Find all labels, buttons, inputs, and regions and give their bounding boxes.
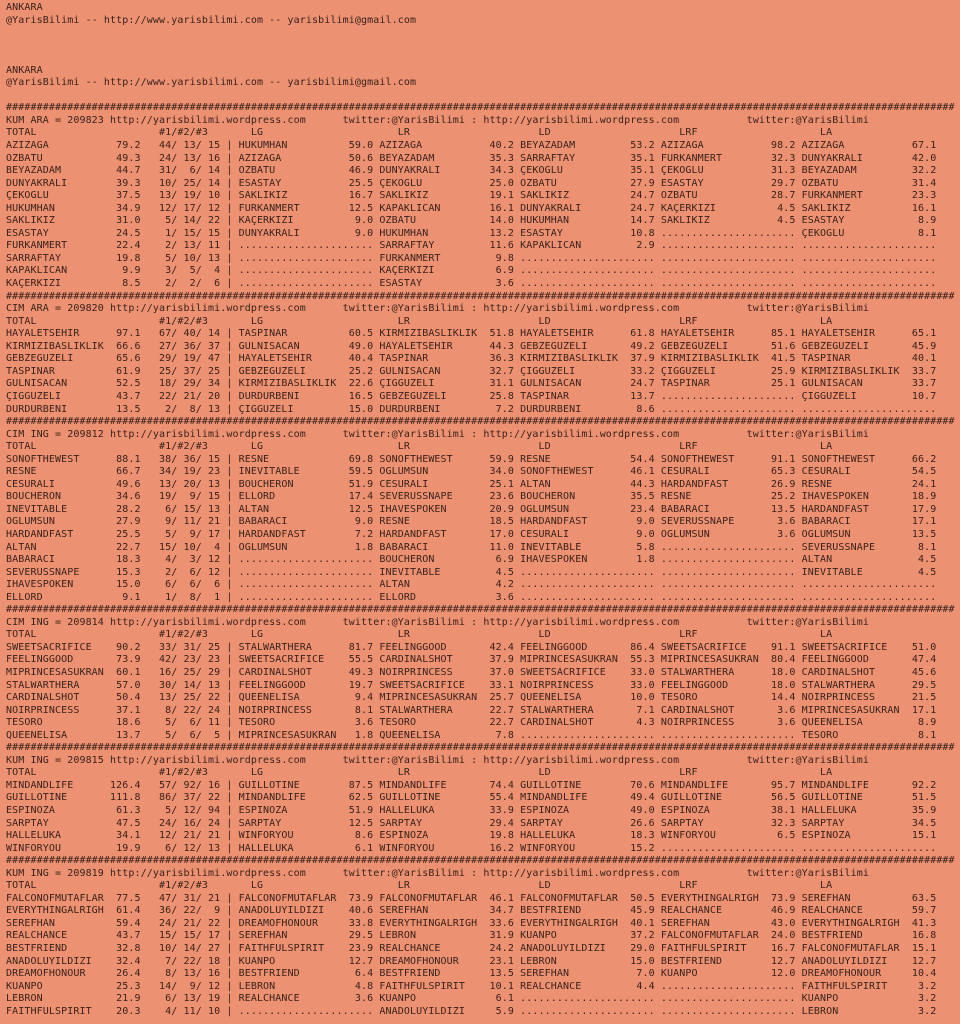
data-row: ALTAN 22.7 15/ 10/ 4 | OGLUMSUN 1.8 BABARACI 11.0 INEVITABLE 5.8 ...................... SEVERUSSNAPE 8.1 — [6, 541, 937, 553]
contact-line: @YarisBilimi -- http://www.yarisbilimi.com -- yarisbilimi@gmail.com — [6, 14, 417, 26]
blank-line — [6, 27, 960, 40]
column-header: TOTAL #1/#2/#3 LG LR LD LRF LA — [6, 441, 833, 453]
data-row: ÇEKOGLU 37.5 13/ 19/ 10 | SAKLIKIZ 16.7 SAKLIKIZ 19.1 SAKLIKIZ 24.7 ÖZBATU 28.7 FURKANMERT 23.3 — [6, 190, 937, 202]
data-row: SARPTAY 47.5 24/ 16/ 24 | SARPTAY 12.5 SARPTAY 29.4 SARPTAY 26.6 SARPTAY 32.3 SARPTAY 34.5 — [6, 817, 937, 829]
data-row: BOUCHERON 34.6 19/ 9/ 15 | ELLORD 17.4 SEVERUSSNAPE 23.6 BOUCHERON 35.5 RESNE 25.2 IHAVESPOKEN 18.9 — [6, 491, 937, 503]
data-row: OGLUMSUN 27.9 9/ 11/ 21 | BABARACI 9.0 RESNE 18.5 HARDANDFAST 9.0 SEVERUSSNAPE 3.6 BABARACI 17.1 — [6, 516, 937, 528]
data-row: CESURALI 49.6 13/ 20/ 13 | BOUCHERON 51.9 CESURALI 25.1 ALTAN 44.3 HARDANDFAST 26.9 RESNE 24.1 — [6, 478, 937, 490]
data-row: SARRAFTAY 19.8 5/ 10/ 13 | ...................... FURKANMERT 9.8 ...................... ...................... ...................... — [6, 252, 937, 264]
data-row: DÜNYAKRALI 39.3 10/ 25/ 14 | ESASTAY 25.5 ÇEKOGLU 25.0 ÖZBATU 27.9 ESASTAY 29.7 ÖZBATU 31.4 — [6, 177, 937, 189]
data-row: SONOFTHEWEST 88.1 38/ 36/ 15 | RESNE 69.8 SONOFTHEWEST 59.9 RESNE 54.4 SONOFTHEWEST 91.1 SONOFTHEWEST 66.2 — [6, 453, 937, 465]
data-row: ÇIGGÜZELI 43.7 22/ 21/ 20 | DURDURBENI 16.5 GEBZEGÜZELI 25.8 TASPINAR 13.7 ...................... ÇIGGÜZELI 10.7 — [6, 390, 937, 402]
section-header: CIM ING = 209814 http://yarisbilimi.wordpress.com twitter:@YarisBilimi : http://yarisbilimi.wordpress.com twitter:@YarisBilimi — [6, 616, 869, 628]
data-row: HÜKÜMHAN 34.9 12/ 17/ 12 | FURKANMERT 12.5 KAPAKLICAN 16.1 DÜNYAKRALI 24.7 KAÇERKIZI 4.5 SAKLIKIZ 16.1 — [6, 202, 937, 214]
data-row: SEVERUSSNAPE 15.3 2/ 6/ 12 | ...................... INEVITABLE 4.5 ...................... ...................... INEVITABLE 4.5 — [6, 566, 937, 578]
blank-line — [6, 90, 960, 103]
sections-container — [6, 102, 960, 1018]
data-row: SEREFHAN 59.4 24/ 21/ 22 | DREAMOFHONOUR 33.8 EVERYTHINGALRIGH 33.6 EVERYTHINGALRIGH 40.1 SEREFHAN 43.0 EVERYTHINGALRIGH 41.3 — [6, 917, 937, 929]
data-row: DURDURBENI 13.5 2/ 8/ 13 | ÇIGGÜZELI 15.0 DURDURBENI 7.2 DURDURBENI 8.6 ...................... ...................... — [6, 403, 937, 415]
data-row: WINFORYOU 19.9 6/ 12/ 13 | HALLELUKA 6.1 WINFORYOU 16.2 WINFORYOU 15.2 ...................... ...................... — [6, 842, 937, 854]
data-row: LEBRON 21.9 6/ 13/ 19 | REALCHANCE 3.6 KUANPO 6.1 ...................... ...................... KUANPO 3.2 — [6, 993, 937, 1005]
column-header: TOTAL #1/#2/#3 LG LR LD LRF LA — [6, 315, 833, 327]
data-row: HALLELUKA 34.1 12/ 21/ 21 | WINFORYOU 8.6 ESPINOZA 19.8 HALLELUKA 18.3 WINFORYOU 6.5 ESPINOZA 15.1 — [6, 830, 937, 842]
data-row: HARDANDFAST 25.5 5/ 9/ 17 | HARDANDFAST 7.2 HARDANDFAST 17.0 CESURALI 9.0 OGLUMSUN 3.6 OGLUMSUN 13.5 — [6, 528, 937, 540]
data-row: STALWARTHERA 57.0 30/ 14/ 13 | FEELINGGOOD 19.7 SWEETSACRIFICE 33.1 NOIRPRINCESS 33.0 FEELINGGOOD 18.0 STALWARTHERA 29.5 — [6, 679, 937, 691]
separator-line: ########################################################################################################################################################### — [6, 855, 955, 867]
data-row: HAYALETSEHIR 97.1 67/ 40/ 14 | TASPINAR 60.5 KIRMIZIBASLIKLIK 51.8 HAYALETSEHIR 61.8 HAYALETSEHIR 85.1 HAYALETSEHIR 65.1 — [6, 328, 937, 340]
data-row: FEELINGGOOD 73.9 42/ 23/ 23 | SWEETSACRIFICE 55.5 CARDINALSHOT 37.9 MIPRINCESASÜKRAN 55.3 MIPRINCESASÜKRAN 80.4 FEELINGGOOD 47.4 — [6, 654, 937, 666]
separator-line: ########################################################################################################################################################### — [6, 102, 955, 114]
data-row: IHAVESPOKEN 15.0 6/ 6/ 6 | ...................... ALTAN 4.2 ...................... ...................... ...................... — [6, 579, 937, 591]
section-header: CIM ING = 209812 http://yarisbilimi.wordpress.com twitter:@YarisBilimi : http://yarisbilimi.wordpress.com twitter:@YarisBilimi — [6, 428, 869, 440]
data-row: ESPINOZA 61.3 5/ 12/ 94 | ESPINOZA 51.9 HALLELUKA 33.9 ESPINOZA 49.0 ESPINOZA 38.1 HALLELUKA 35.9 — [6, 805, 937, 816]
data-row: INEVITABLE 28.2 6/ 15/ 13 | ALTAN 12.5 IHAVESPOKEN 20.9 OGLUMSUN 23.4 BABARACI 13.5 HARDANDFAST 17.9 — [6, 503, 937, 515]
data-row: KUANPO 25.3 14/ 9/ 12 | LEBRON 4.8 FAITHFULSPIRIT 10.1 REALCHANCE 4.4 ...................... FAITHFULSPIRIT 3.2 — [6, 980, 937, 992]
column-header: TOTAL #1/#2/#3 LG LR LD LRF LA — [6, 127, 833, 139]
data-row: ESASTAY 24.5 1/ 15/ 15 | DÜNYAKRALI 9.0 HÜKÜMHAN 13.2 ESASTAY 10.8 ...................... ÇEKOGLU 8.1 — [6, 227, 937, 239]
data-row: TASPINAR 61.9 25/ 37/ 25 | GEBZEGÜZELI 25.2 GÜLNISACAN 32.7 ÇIGGÜZELI 33.2 ÇIGGÜZELI 25.9 KIRMIZIBASLIKLIK 33.7 — [6, 365, 937, 377]
section-header: KUM ARA = 209823 http://yarisbilimi.wordpress.com twitter:@YarisBilimi : http://yarisbilimi.wordpress.com twitter:@YarisBilimi — [6, 114, 869, 126]
data-row: DREAMOFHONOUR 26.4 8/ 13/ 16 | BESTFRIEND 6.4 BESTFRIEND 13.5 SEREFHAN 7.0 KUANPO 12.0 DREAMOFHONOUR 10.4 — [6, 968, 937, 980]
data-row: BABARACI 18.3 4/ 3/ 12 | ...................... BOUCHERON 6.9 IHAVESPOKEN 1.8 ...................... ALTAN 4.5 — [6, 554, 937, 566]
data-row: AZIZAGA 79.2 44/ 13/ 15 | HÜKÜMHAN 59.0 AZIZAGA 40.2 BEYAZADAM 53.2 AZIZAGA 98.2 AZIZAGA 67.1 — [6, 140, 937, 152]
data-row: KAÇERKIZI 8.5 2/ 2/ 6 | ...................... ESASTAY 3.6 ...................... ...................... ...................... — [6, 278, 937, 290]
separator-line: ########################################################################################################################################################### — [6, 604, 955, 616]
data-row: TESORO 18.6 5/ 6/ 11 | TESORO 3.6 TESORO 22.7 CARDINALSHOT 4.3 NOIRPRINCESS 3.6 QUEENELISA 8.9 — [6, 717, 937, 729]
data-row: BEYAZADAM 44.7 31/ 6/ 14 | ÖZBATU 46.9 DÜNYAKRALI 34.3 ÇEKOGLU 35.1 ÇEKOGLU 31.3 BEYAZADAM 32.2 — [6, 165, 937, 177]
blank-line — [6, 40, 960, 53]
contact-line: @YarisBilimi -- http://www.yarisbilimi.com -- yarisbilimi@gmail.com — [6, 77, 417, 89]
data-row: RESNE 66.7 34/ 19/ 23 | INEVITABLE 59.5 OGLUMSUN 34.0 SONOFTHEWEST 46.1 CESURALI 65.3 CESURALI 54.5 — [6, 466, 937, 478]
separator-line: ########################################################################################################################################################### — [6, 290, 955, 302]
data-row: QUEENELISA 13.7 5/ 6/ 5 | MIPRINCESASÜKRAN 1.8 QUEENELISA 7.8 ...................... ...................... TESORO 8.1 — [6, 729, 937, 741]
section-header: KUM ING = 209815 http://yarisbilimi.wordpress.com twitter:@YarisBilimi : http://yarisbilimi.wordpress.com twitter:@YarisBilimi — [6, 754, 869, 766]
column-header: TOTAL #1/#2/#3 LG LR LD LRF LA — [6, 880, 833, 892]
data-row: EVERYTHINGALRIGH 61.4 36/ 22/ 9 | ANADOLUYILDIZI 40.6 SEREFHAN 34.7 BESTFRIEND 45.9 REALCHANCE 46.9 REALCHANCE 59.7 — [6, 905, 937, 917]
separator-line: ########################################################################################################################################################### — [6, 742, 955, 754]
data-row: ÖZBATU 49.3 24/ 13/ 16 | AZIZAGA 50.6 BEYAZADAM 35.3 SARRAFTAY 35.1 FURKANMERT 32.3 DÜNYAKRALI 42.0 — [6, 152, 937, 164]
section-header: CIM ARA = 209820 http://yarisbilimi.wordpress.com twitter:@YarisBilimi : http://yarisbilimi.wordpress.com twitter:@YarisBilimi — [6, 303, 869, 315]
data-row: GUILLOTINE 111.8 86/ 37/ 22 | MINDANDLIFE 62.5 GUILLOTINE 55.4 MINDANDLIFE 49.4 GUILLOTINE 56.5 GUILLOTINE 51.5 — [6, 792, 937, 804]
data-row: GEBZEGÜZELI 65.6 29/ 19/ 47 | HAYALETSEHIR 40.4 TASPINAR 36.3 KIRMIZIBASLIKLIK 37.9 KIRMIZIBASLIKLIK 41.5 TASPINAR 40.1 — [6, 353, 937, 365]
separator-line: ########################################################################################################################################################### — [6, 416, 955, 428]
data-row: SAKLIKIZ 31.0 5/ 14/ 22 | KAÇERKIZI 9.0 ÖZBATU 14.0 HÜKÜMHAN 14.7 SAKLIKIZ 4.5 ESASTAY 8.9 — [6, 215, 937, 227]
data-row: KAPAKLICAN 9.9 3/ 5/ 4 | ...................... KAÇERKIZI 6.9 ...................... ...................... ...................... — [6, 265, 937, 277]
section-header: KUM ING = 209819 http://yarisbilimi.wordpress.com twitter:@YarisBilimi : http://yarisbilimi.wordpress.com twitter:@YarisBilimi — [6, 867, 869, 879]
column-header: TOTAL #1/#2/#3 LG LR LD LRF LA — [6, 767, 833, 779]
blank-line — [6, 52, 960, 65]
data-row: SWEETSACRIFICE 90.2 33/ 31/ 25 | STALWARTHERA 81.7 FEELINGGOOD 42.4 FEELINGGOOD 86.4 SWEETSACRIFICE 91.1 SWEETSACRIFICE 51.0 — [6, 641, 937, 653]
column-header: TOTAL #1/#2/#3 LG LR LD LRF LA — [6, 629, 833, 641]
data-row: MIPRINCESASÜKRAN 60.1 16/ 25/ 29 | CARDINALSHOT 49.3 NOIRPRINCESS 37.0 SWEETSACRIFICE 33.0 STALWARTHERA 18.0 CARDINALSHOT 45.6 — [6, 666, 937, 678]
data-row: FAITHFULSPIRIT 20.3 4/ 11/ 10 | ...................... ANADOLUYILDIZI 5.9 ...................... ...................... LEBRON 3.2 — [6, 1005, 937, 1017]
data-row: FURKANMERT 22.4 2/ 13/ 11 | ...................... SARRAFTAY 11.6 KAPAKLICAN 2.9 ...................... ...................... — [6, 240, 937, 252]
data-row: ELLORD 9.1 1/ 8/ 1 | ...................... ELLORD 3.6 ...................... ...................... ...................... — [6, 591, 937, 603]
report-location: ANKARA — [6, 64, 43, 76]
data-row: REALCHANCE 43.7 15/ 15/ 17 | SEREFHAN 29.5 LEBRON 31.9 KUANPO 37.2 FALCONOFMUTAFLAR 24.0 BESTFRIEND 16.8 — [6, 930, 937, 942]
data-row: MINDANDLIFE 126.4 57/ 92/ 16 | GUILLOTINE 87.5 MINDANDLIFE 74.4 GUILLOTINE 70.6 MINDANDLIFE 95.7 MINDANDLIFE 92.2 — [6, 779, 937, 791]
data-row: FALCONOFMUTAFLAR 77.5 47/ 31/ 21 | FALCONOFMUTAFLAR 73.9 FALCONOFMUTAFLAR 46.1 FALCONOFMUTAFLAR 50.5 EVERYTHINGALRIGH 73.9 SEREFHAN 63.5 — [6, 892, 937, 904]
data-row: BESTFRIEND 32.8 10/ 14/ 27 | FAITHFULSPIRIT 23.9 REALCHANCE 24.2 ANADOLUYILDIZI 29.0 FAITHFULSPIRIT 16.7 FALCONOFMUTAFLAR 15.1 — [6, 943, 937, 955]
report-location: ANKARA — [6, 2, 43, 13]
data-row: CARDINALSHOT 50.4 13/ 25/ 22 | QUEENELISA 9.4 MIPRINCESASÜKRAN 25.7 QUEENELISA 10.0 TESORO 14.4 NOIRPRINCESS 21.5 — [6, 692, 937, 704]
data-row: ANADOLUYILDIZI 32.4 7/ 22/ 18 | KUANPO 12.7 DREAMOFHONOUR 23.1 LEBRON 15.0 BESTFRIEND 12.7 ANADOLUYILDIZI 12.7 — [6, 955, 937, 967]
data-row: NOIRPRINCESS 37.1 8/ 22/ 24 | NOIRPRINCESS 8.1 STALWARTHERA 22.7 STALWARTHERA 7.1 CARDINALSHOT 3.6 MIPRINCESASÜKRAN 17.1 — [6, 704, 937, 716]
data-row: GÜLNISACAN 52.5 18/ 29/ 34 | KIRMIZIBASLIKLIK 22.6 ÇIGGÜZELI 31.1 GÜLNISACAN 24.7 TASPINAR 25.1 GÜLNISACAN 33.7 — [6, 378, 937, 390]
data-row: KIRMIZIBASLIKLIK 66.6 27/ 36/ 37 | GÜLNISACAN 49.0 HAYALETSEHIR 44.3 GEBZEGÜZELI 49.2 GEBZEGÜZELI 51.6 GEBZEGÜZELI 45.9 — [6, 340, 937, 352]
